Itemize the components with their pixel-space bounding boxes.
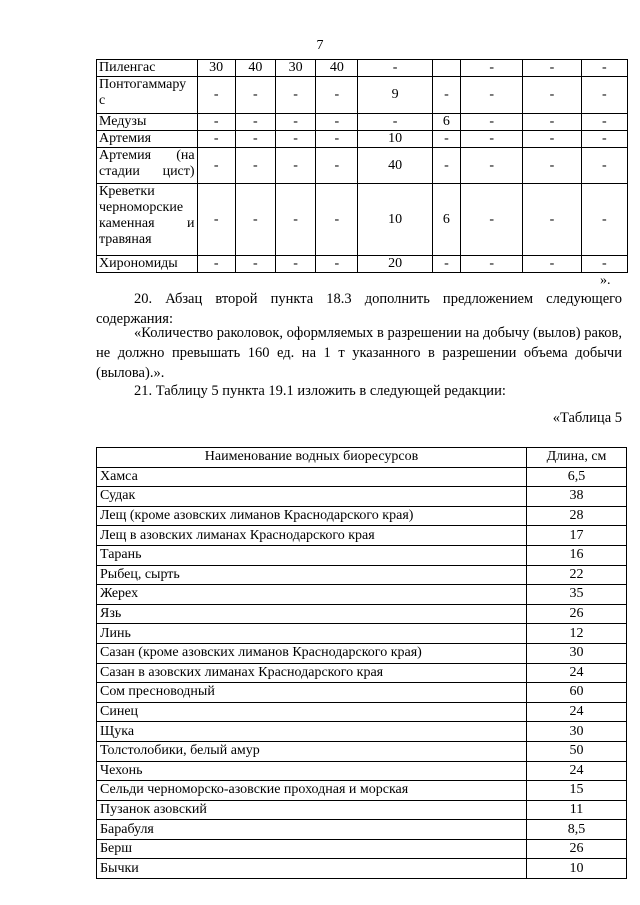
species-name: Чехонь <box>97 761 527 781</box>
min-length: 35 <box>527 585 627 605</box>
table-cell: - <box>316 131 358 148</box>
min-length: 50 <box>527 741 627 761</box>
table-cell: - <box>197 148 235 184</box>
table-cell: - <box>275 184 315 256</box>
table-row <box>97 565 627 585</box>
table-cell: - <box>581 114 627 131</box>
table-cell: - <box>461 148 523 184</box>
species-name: Синец <box>97 702 527 722</box>
table-row <box>97 663 627 683</box>
table-row <box>97 184 628 256</box>
species-name: Понтогаммару с <box>97 77 198 114</box>
paragraph-20-quote: «Количество раколовок, оформляемых в разрешении на добычу (вылов) раков, не должно превышать 160 ед. на 1 т указанного в разрешении объема добычи (вылова).». <box>96 325 622 381</box>
min-length: 15 <box>527 781 627 801</box>
min-length: 17 <box>527 526 627 546</box>
table-cell: 30 <box>197 60 235 77</box>
min-length: 22 <box>527 565 627 585</box>
table-row <box>97 781 627 801</box>
species-name: Щука <box>97 722 527 742</box>
table-cell: - <box>461 256 523 273</box>
min-length: 24 <box>527 761 627 781</box>
table-header-row <box>97 448 627 468</box>
species-name: Медузы <box>97 114 198 131</box>
table-row <box>97 722 627 742</box>
min-length: 10 <box>527 859 627 879</box>
table-cell: - <box>275 77 315 114</box>
min-length: 16 <box>527 545 627 565</box>
table-cell: - <box>461 60 523 77</box>
table-cell: 20 <box>358 256 432 273</box>
table-cell: - <box>523 184 581 256</box>
table-cell: - <box>432 77 460 114</box>
table-row <box>97 467 627 487</box>
table-cell: - <box>581 148 627 184</box>
table-cell: 6 <box>432 184 460 256</box>
species-name: Пиленгас <box>97 60 198 77</box>
table-cell: - <box>461 184 523 256</box>
table-cell: - <box>523 148 581 184</box>
species-name: Рыбец, сырть <box>97 565 527 585</box>
table-cell: - <box>235 131 275 148</box>
species-name: Хамса <box>97 467 527 487</box>
table-row <box>97 114 628 131</box>
min-length: 24 <box>527 663 627 683</box>
table-cell: - <box>461 131 523 148</box>
table-cell: - <box>581 60 627 77</box>
species-name: Сом пресноводный <box>97 683 527 703</box>
table-cell: 10 <box>358 184 432 256</box>
table-cell: - <box>316 77 358 114</box>
species-name: Язь <box>97 604 527 624</box>
table-cell: - <box>581 131 627 148</box>
closing-quote: ». <box>600 273 611 288</box>
table-cell: - <box>275 148 315 184</box>
min-length: 11 <box>527 800 627 820</box>
table-row <box>97 624 627 644</box>
species-name: Артемия <box>97 131 198 148</box>
table-cell: - <box>316 148 358 184</box>
table-row <box>97 487 627 507</box>
table-cell: 30 <box>275 60 315 77</box>
species-name: Судак <box>97 487 527 507</box>
species-name: Толстолобики, белый амур <box>97 741 527 761</box>
table-cell: - <box>523 77 581 114</box>
table-cell: - <box>197 184 235 256</box>
table-cell: - <box>197 77 235 114</box>
table-row <box>97 800 627 820</box>
table-row <box>97 545 627 565</box>
table-row <box>97 148 628 184</box>
table-row <box>97 604 627 624</box>
table-row <box>97 506 627 526</box>
table-row <box>97 741 627 761</box>
table-cell: - <box>432 256 460 273</box>
table-cell: - <box>197 114 235 131</box>
species-name: Барабуля <box>97 820 527 840</box>
species-name: Берш <box>97 839 527 859</box>
catch-limits-table <box>96 59 628 273</box>
table-row <box>97 60 628 77</box>
table-row <box>97 585 627 605</box>
table-cell: - <box>581 77 627 114</box>
min-length: 38 <box>527 487 627 507</box>
table-cell: - <box>358 114 432 131</box>
table-row <box>97 859 627 879</box>
column-header-name: Наименование водных биоресурсов <box>97 448 527 468</box>
table-cell: - <box>523 131 581 148</box>
table-row <box>97 683 627 703</box>
table-cell: 40 <box>316 60 358 77</box>
table-row <box>97 839 627 859</box>
table-cell: - <box>523 256 581 273</box>
table-row <box>97 643 627 663</box>
table-cell: - <box>235 184 275 256</box>
table-cell: - <box>235 114 275 131</box>
table-cell <box>432 60 460 77</box>
species-name: Тарань <box>97 545 527 565</box>
table-cell: - <box>432 148 460 184</box>
table-cell: - <box>275 256 315 273</box>
species-name: Сельди черноморско-азовские проходная и морская <box>97 781 527 801</box>
table-cell: - <box>581 256 627 273</box>
species-name: Хирономиды <box>97 256 198 273</box>
min-length: 6,5 <box>527 467 627 487</box>
species-name: Жерех <box>97 585 527 605</box>
fish-length-table <box>96 447 627 879</box>
table-row <box>97 761 627 781</box>
paragraph-21: 21. Таблицу 5 пункта 19.1 изложить в следующей редакции: <box>134 383 506 399</box>
table-cell: - <box>358 60 432 77</box>
table-cell: - <box>235 77 275 114</box>
species-name: Сазан (кроме азовских лиманов Краснодарского края) <box>97 643 527 663</box>
species-name: Артемия (на стадии цист) <box>97 148 198 184</box>
min-length: 12 <box>527 624 627 644</box>
column-header-length: Длина, см <box>527 448 627 468</box>
table-cell: 10 <box>358 131 432 148</box>
table-cell: - <box>461 114 523 131</box>
table-row <box>97 526 627 546</box>
table-cell: 9 <box>358 77 432 114</box>
table-row <box>97 131 628 148</box>
table-cell: - <box>523 114 581 131</box>
table-row <box>97 77 628 114</box>
table-cell: 40 <box>235 60 275 77</box>
min-length: 30 <box>527 722 627 742</box>
species-name: Лещ в азовских лиманах Краснодарского края <box>97 526 527 546</box>
species-name: Бычки <box>97 859 527 879</box>
table-cell: - <box>275 131 315 148</box>
species-name: Сазан в азовских лиманах Краснодарского края <box>97 663 527 683</box>
min-length: 30 <box>527 643 627 663</box>
table-caption: «Таблица 5 <box>552 410 622 426</box>
paragraph-20: 20. Абзац второй пункта 18.3 дополнить предложением следующего содержания: <box>96 291 622 327</box>
min-length: 28 <box>527 506 627 526</box>
min-length: 26 <box>527 604 627 624</box>
table-cell: - <box>461 77 523 114</box>
table-cell: - <box>432 131 460 148</box>
table-cell: - <box>316 114 358 131</box>
species-name: Пузанок азовский <box>97 800 527 820</box>
table-cell: 6 <box>432 114 460 131</box>
min-length: 60 <box>527 683 627 703</box>
table-cell: - <box>581 184 627 256</box>
table-cell: 40 <box>358 148 432 184</box>
species-name: Лещ (кроме азовских лиманов Краснодарского края) <box>97 506 527 526</box>
species-name: Креветки черноморские каменная и травяная <box>97 184 198 256</box>
table-row <box>97 820 627 840</box>
table-row <box>97 702 627 722</box>
min-length: 26 <box>527 839 627 859</box>
table-cell: - <box>235 148 275 184</box>
min-length: 8,5 <box>527 820 627 840</box>
page-number: 7 <box>316 38 324 53</box>
table-cell: - <box>197 131 235 148</box>
table-cell: - <box>523 60 581 77</box>
min-length: 24 <box>527 702 627 722</box>
species-name: Линь <box>97 624 527 644</box>
table-cell: - <box>235 256 275 273</box>
table-cell: - <box>316 184 358 256</box>
table-cell: - <box>316 256 358 273</box>
table-row <box>97 256 628 273</box>
table-cell: - <box>197 256 235 273</box>
table-cell: - <box>275 114 315 131</box>
